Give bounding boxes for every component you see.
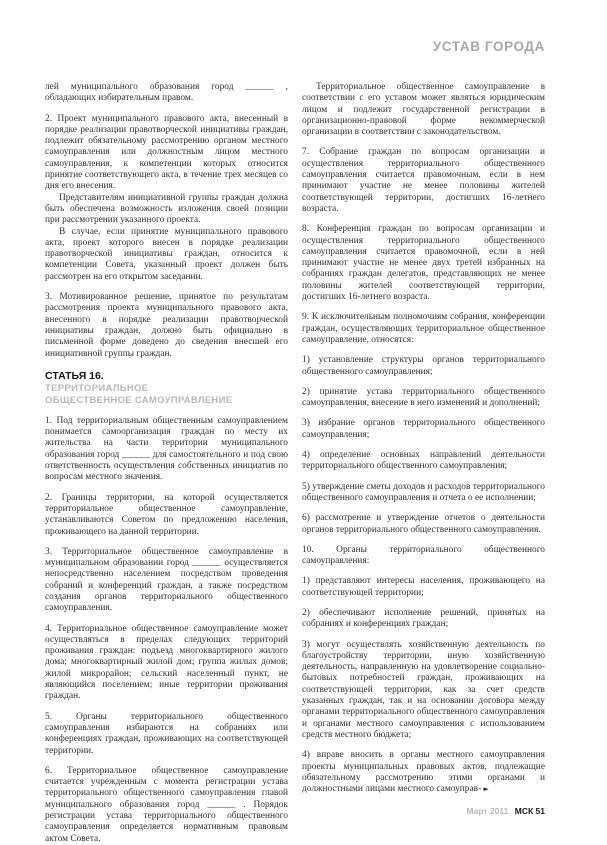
paragraph: 8. Конференция граждан по вопросам организации и осуществления территориального общественного самоуправления считается правомочной, если в ней принимают участие не менее двух третей избранных на собраниях граждан делегатов, представляющих не менее половины жителей соответствующей территории, достигших 16-летнего возраста. [302,224,545,303]
paragraph: 5) утверждение сметы доходов и расходов территориального общественного самоуправления и отчета о ее исполнении; [302,481,545,503]
paragraph: 2) обеспечивают исполнение решений, принятых на собраниях и конференциях граждан; [302,607,545,630]
paragraph: Территориальное общественное самоуправление в соответствии с его уставом может являться юридическим лицом и подлежит государственной регистрации в организационно-правовой форме некоммерческой организации в соответствии с законодательством. [302,82,545,138]
page-header [433,39,545,54]
continuation-arrow-icon: ► [483,785,489,794]
footer-brand: МСК 51 [514,806,545,816]
paragraph: 3) могут осуществлять хозяйственную деятельность по благоустройству территории, иную хозяйственную деятельность, направленную на удовлетворение социально-бытовых потребностей граждан, проживающих на соответствующей территории, как за счет средств указанных граждан, так и на основании договора между органами территориального общественного самоуправления и органами местного самоуправления с использованием средств местного бюджета; [302,639,545,740]
paragraph [302,750,545,795]
paragraph: Представителям инициативной группы граждан должна быть обеспечена возможность изложения своей позиции при рассмотрении указанного проекта. [45,192,288,226]
paragraph: 6) рассмотрение и утверждение отчетов о деятельности органов территориального общественного самоуправления. [302,513,545,535]
paragraph: 3) избрание органов территориального общественного самоуправления; [302,418,545,440]
page-footer [466,806,545,816]
footer-date: Март 2011 [466,806,509,816]
document-title: УСТАВ ГОРОДА [432,39,545,54]
paragraph: 5. Органы территориального общественного самоуправления избираются на собраниях или конференциях граждан, проживающих на соответствующей территории. [45,711,288,756]
article-subtitle-line1: ТЕРРИТОРИАЛЬНОЕ [45,382,149,394]
paragraph: 2. Границы территории, на которой осуществляется территориальное общественное самоуправление, устанавливаются Советом по предложению населения, проживающего на данной территории. [45,492,288,537]
paragraph: 2. Проект муниципального правового акта, внесенный в порядке реализации правотворческой инициативы граждан, подлежит обязательному рассмотрению органом местного самоуправления или должностным лицом местного самоуправления, к компетенции которых относится принятие соответствующего акта, в течение трех месяцев со дня его внесения. [45,113,288,192]
paragraph: лей муниципального образования город ______ , обладающих избирательным правом. [45,82,288,104]
paragraph: 4) определение основных направлений деятельности территориального общественного самоуправления; [302,450,545,472]
article-subtitle-line2: ОБЩЕСТВЕННОЕ САМОУПРАВЛЕНИЕ [45,394,233,406]
document-body [45,82,545,845]
paragraph: 9. К исключительным полномочиям собрания, конференции граждан, осуществляющих территориальное общественное самоуправление, относятся: [302,312,545,345]
paragraph: 3. Мотивированное решение, принятое по результатам рассмотрения проекта муниципального правового акта, внесенного в порядке реализации правотворческой инициативы граждан, должно быть официально в письменной форме доведено до сведения внесшей его инициативной группы граждан. [45,292,288,359]
paragraph: 3. Территориальное общественное самоуправление в муниципальном образовании город ______ осуществляется непосредственно населением посредством проведения собраний и конференций граждан, а также посредством создания органов территориального общественного самоуправления. [45,546,288,614]
paragraph: 6. Территориальное общественное самоуправление считается учрежденным с момента регистрации устава территориального общественного самоуправления главой муниципального образования город ______ . Порядок регистрации устава территориального общественного самоуправления определяется нормативным правовым актом Совета. [45,765,288,844]
left-column [45,82,288,845]
paragraph-text: 4) вправе вносить в органы местного самоуправления проекты муниципальных правовых актов, подлежащие обязательному рассмотрению этими органами и должностными лицами местного самоуправ- [302,750,545,795]
paragraph: 1. Под территориальным общественным самоуправлением понимается самоорганизация граждан по месту их жительства на части территории муниципального образования город ______ для самостоятельного и под свою ответственность осуществления собственных инициатив по вопросам местного значения. [45,415,288,483]
paragraph: 7. Собрание граждан по вопросам организации и осуществления территориального общественного самоуправления считается правомочным, если в нем принимают участие не менее половины жителей соответствующей территории, достигших 16-летнего возраста. [302,147,545,214]
paragraph: 1) установление структуры органов территориального общественного самоуправления; [302,355,545,377]
right-column [302,82,545,845]
paragraph: В случае, если принятие муниципального правового акта, проект которого внесен в порядке реализации правотворческой инициативы граждан, относится к компетенции Совета, указанный проект должен быть рассмотрен на его открытом заседании. [45,226,288,282]
article-heading [45,370,288,407]
paragraph: 2) принятие устава территориального общественного самоуправления, внесение в него изменений и дополнений; [302,386,545,409]
paragraph: 10. Органы территориального общественного самоуправления: [302,544,545,567]
paragraph: 1) представляют интересы населения, проживающего на соответствующей территории; [302,576,545,598]
paragraph: 4. Территориальное общественное самоуправление может осуществляться в пределах следующих территорий проживания граждан: подъезд многоквартирного жилого дома; многоквартирный жилой дом; группа жилых домов; жилой микрорайон; сельский населенный пункт, не являющийся поселением; иные территории проживания граждан. [45,623,288,702]
article-number: СТАТЬЯ 16. [45,369,104,382]
